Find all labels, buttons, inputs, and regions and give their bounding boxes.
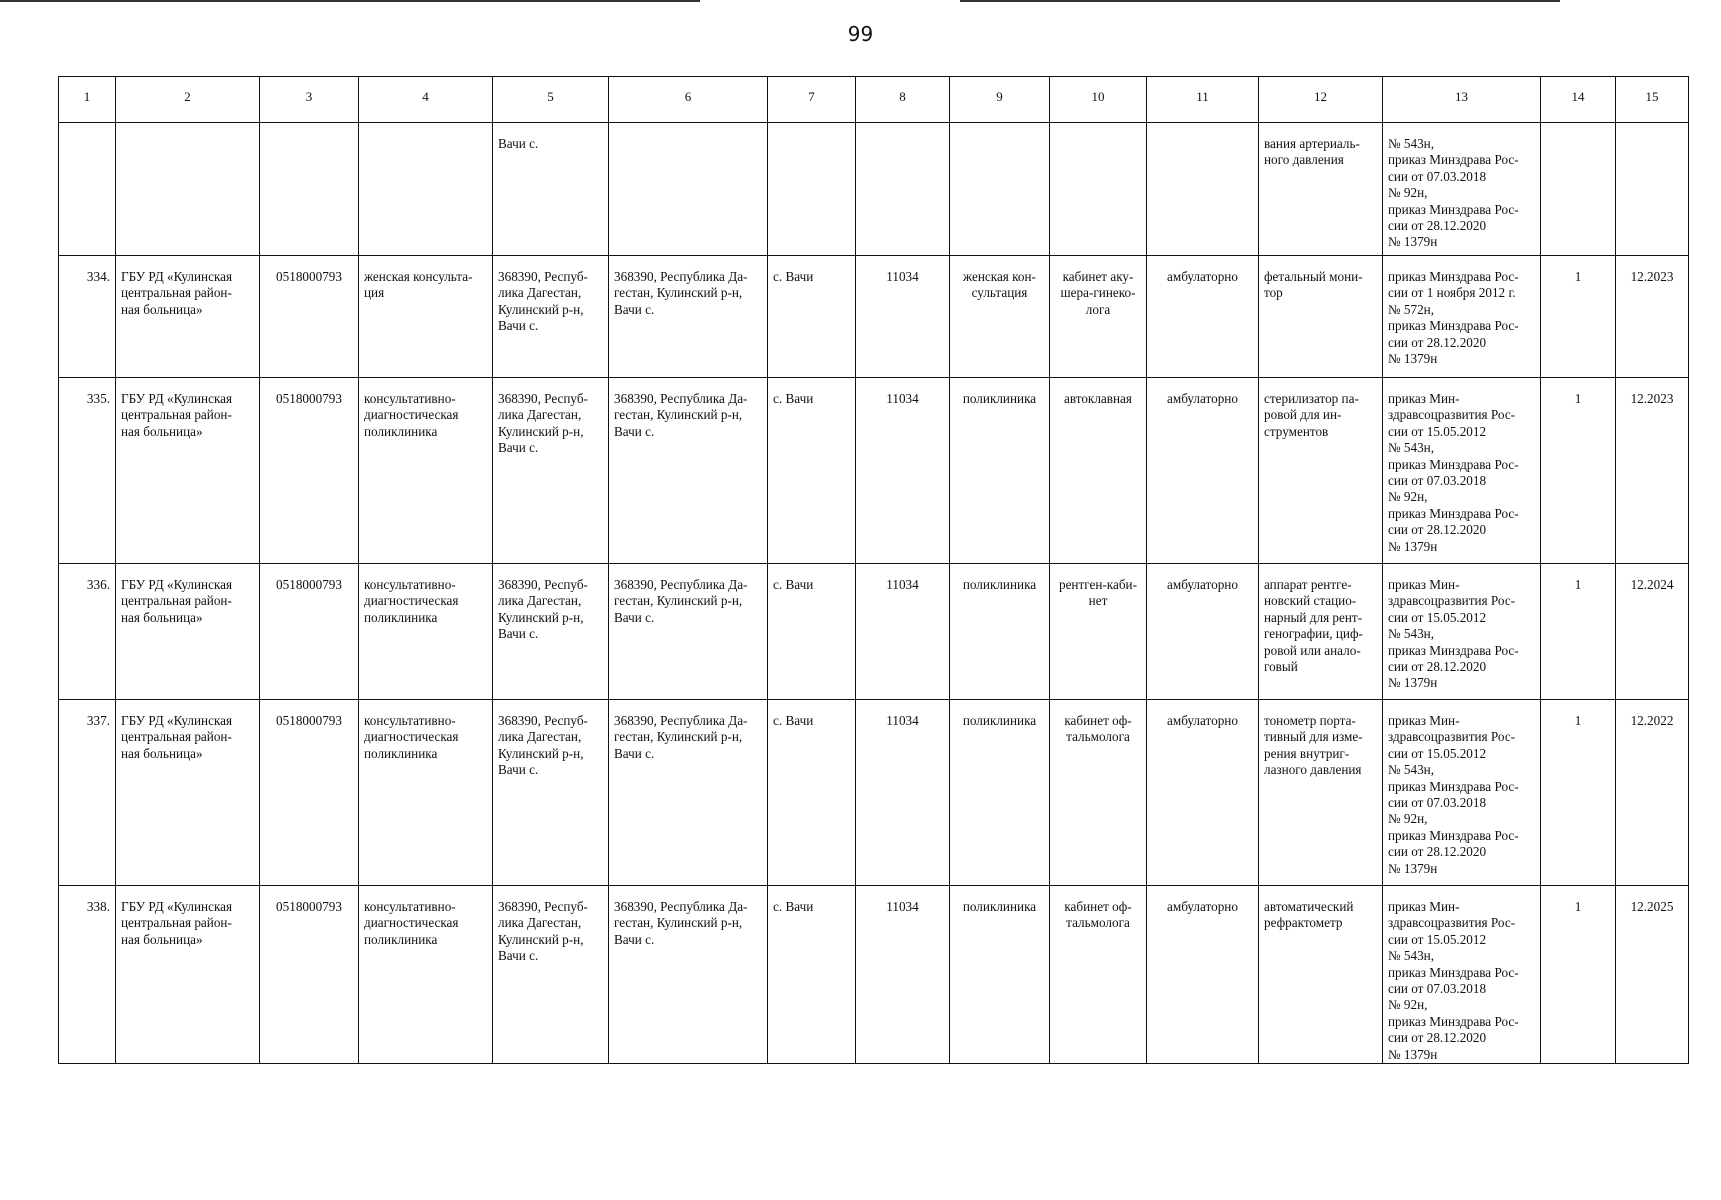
cell-quantity: 1 bbox=[1541, 564, 1616, 700]
cell-room: кабинет оф- тальмолога bbox=[1050, 886, 1147, 1064]
table-cell bbox=[359, 123, 493, 256]
cell-date: 12.2025 bbox=[1616, 886, 1689, 1064]
cell-quantity: 1 bbox=[1541, 886, 1616, 1064]
col-header-10: 10 bbox=[1050, 77, 1147, 123]
cell-organization: ГБУ РД «Кулинская центральная район- ная больница» bbox=[116, 564, 260, 700]
cell-room: кабинет оф- тальмолога bbox=[1050, 700, 1147, 886]
cell-oktmo: 11034 bbox=[856, 886, 950, 1064]
table-cell bbox=[609, 123, 768, 256]
equipment-table-wrapper bbox=[58, 76, 1688, 1064]
col-header-9: 9 bbox=[950, 77, 1050, 123]
table-row bbox=[59, 700, 1689, 886]
cell-order: приказ Мин- здравсоцразвития Рос- сии от 15.05.2012 № 543н, приказ Минздрава Рос- сии от 07.03.2018 № 92н, приказ Минздрава Рос- сии от 28.12.2020 № 1379н bbox=[1383, 378, 1541, 564]
cell-department: поликлиника bbox=[950, 886, 1050, 1064]
col-header-15: 15 bbox=[1616, 77, 1689, 123]
scan-edge-mark-left bbox=[0, 0, 700, 2]
cell-row-number: 335. bbox=[59, 378, 116, 564]
cell-equipment: фетальный мони- тор bbox=[1259, 256, 1383, 378]
cell-department: поликлиника bbox=[950, 378, 1050, 564]
table-cell bbox=[260, 123, 359, 256]
cell-oktmo: 11034 bbox=[856, 378, 950, 564]
cell-code: 0518000793 bbox=[260, 564, 359, 700]
cell-unit: женская консульта- ция bbox=[359, 256, 493, 378]
table-row bbox=[59, 378, 1689, 564]
header-row bbox=[59, 77, 1689, 123]
cell-department: поликлиника bbox=[950, 564, 1050, 700]
cell-address-legal: 368390, Респуб- лика Дагестан, Кулинский р-н, Вачи с. bbox=[493, 378, 609, 564]
col-header-7: 7 bbox=[768, 77, 856, 123]
cell-address-actual: 368390, Республика Да- гестан, Кулинский р-н, Вачи с. bbox=[609, 564, 768, 700]
cell-equipment: стерилизатор па- ровой для ин- струментов bbox=[1259, 378, 1383, 564]
cell-code: 0518000793 bbox=[260, 700, 359, 886]
scan-edge-mark-right bbox=[960, 0, 1560, 2]
cell-unit: консультативно- диагностическая поликлиника bbox=[359, 886, 493, 1064]
cell-locality: с. Вачи bbox=[768, 700, 856, 886]
cell-mode: амбулаторно bbox=[1147, 378, 1259, 564]
cell-row-number: 337. bbox=[59, 700, 116, 886]
cell-equipment: тонометр порта- тивный для изме- рения внутриг- лазного давления bbox=[1259, 700, 1383, 886]
col-header-8: 8 bbox=[856, 77, 950, 123]
cell-unit: консультативно- диагностическая поликлиника bbox=[359, 564, 493, 700]
table-cell bbox=[950, 123, 1050, 256]
table-row bbox=[59, 886, 1689, 1064]
cell-organization: ГБУ РД «Кулинская центральная район- ная больница» bbox=[116, 700, 260, 886]
cell-unit: консультативно- диагностическая поликлиника bbox=[359, 700, 493, 886]
cell-address-legal: 368390, Респуб- лика Дагестан, Кулинский р-н, Вачи с. bbox=[493, 564, 609, 700]
col-header-1: 1 bbox=[59, 77, 116, 123]
cell-mode: амбулаторно bbox=[1147, 564, 1259, 700]
cell-equipment: аппарат рентге- новский стацио- нарный для рент- генографии, циф- ровой или анало- говый bbox=[1259, 564, 1383, 700]
col-header-14: 14 bbox=[1541, 77, 1616, 123]
table-cell bbox=[1616, 123, 1689, 256]
table-cell bbox=[59, 123, 116, 256]
cell-row-number: 336. bbox=[59, 564, 116, 700]
cell-oktmo: 11034 bbox=[856, 700, 950, 886]
col-header-11: 11 bbox=[1147, 77, 1259, 123]
cell-mode: амбулаторно bbox=[1147, 886, 1259, 1064]
page-number: 99 bbox=[847, 22, 874, 46]
cell-department: женская кон- сультация bbox=[950, 256, 1050, 378]
col-header-5: 5 bbox=[493, 77, 609, 123]
cell-address-legal: Вачи с. bbox=[493, 123, 609, 256]
table-row bbox=[59, 564, 1689, 700]
cell-code: 0518000793 bbox=[260, 256, 359, 378]
cell-date: 12.2024 bbox=[1616, 564, 1689, 700]
cell-code: 0518000793 bbox=[260, 886, 359, 1064]
table-row-continuation bbox=[59, 123, 1689, 256]
cell-order: приказ Минздрава Рос- сии от 1 ноября 2012 г. № 572н, приказ Минздрава Рос- сии от 28.12.2020 № 1379н bbox=[1383, 256, 1541, 378]
cell-equipment: автоматический рефрактометр bbox=[1259, 886, 1383, 1064]
cell-oktmo: 11034 bbox=[856, 564, 950, 700]
table-cell bbox=[1050, 123, 1147, 256]
cell-room: кабинет аку- шера-гинеко- лога bbox=[1050, 256, 1147, 378]
col-header-4: 4 bbox=[359, 77, 493, 123]
cell-date: 12.2023 bbox=[1616, 378, 1689, 564]
cell-room: автоклавная bbox=[1050, 378, 1147, 564]
cell-locality: с. Вачи bbox=[768, 564, 856, 700]
col-header-6: 6 bbox=[609, 77, 768, 123]
cell-locality: с. Вачи bbox=[768, 256, 856, 378]
cell-mode: амбулаторно bbox=[1147, 256, 1259, 378]
cell-locality: с. Вачи bbox=[768, 886, 856, 1064]
cell-order: приказ Мин- здравсоцразвития Рос- сии от 15.05.2012 № 543н, приказ Минздрава Рос- сии от 28.12.2020 № 1379н bbox=[1383, 564, 1541, 700]
cell-order: № 543н, приказ Минздрава Рос- сии от 07.03.2018 № 92н, приказ Минздрава Рос- сии от 28.12.2020 № 1379н bbox=[1383, 123, 1541, 256]
col-header-12: 12 bbox=[1259, 77, 1383, 123]
col-header-13: 13 bbox=[1383, 77, 1541, 123]
cell-address-legal: 368390, Респуб- лика Дагестан, Кулинский р-н, Вачи с. bbox=[493, 700, 609, 886]
table-row bbox=[59, 256, 1689, 378]
cell-address-legal: 368390, Респуб- лика Дагестан, Кулинский р-н, Вачи с. bbox=[493, 886, 609, 1064]
cell-order: приказ Мин- здравсоцразвития Рос- сии от 15.05.2012 № 543н, приказ Минздрава Рос- сии от 07.03.2018 № 92н, приказ Минздрава Рос- сии от 28.12.2020 № 1379н bbox=[1383, 886, 1541, 1064]
cell-address-actual: 368390, Республика Да- гестан, Кулинский р-н, Вачи с. bbox=[609, 886, 768, 1064]
cell-department: поликлиника bbox=[950, 700, 1050, 886]
cell-code: 0518000793 bbox=[260, 378, 359, 564]
table-cell bbox=[856, 123, 950, 256]
table-cell bbox=[1541, 123, 1616, 256]
equipment-table bbox=[58, 76, 1689, 1064]
cell-quantity: 1 bbox=[1541, 378, 1616, 564]
cell-date: 12.2023 bbox=[1616, 256, 1689, 378]
cell-unit: консультативно- диагностическая поликлиника bbox=[359, 378, 493, 564]
table-cell bbox=[768, 123, 856, 256]
cell-address-actual: 368390, Республика Да- гестан, Кулинский р-н, Вачи с. bbox=[609, 256, 768, 378]
cell-mode: амбулаторно bbox=[1147, 700, 1259, 886]
col-header-3: 3 bbox=[260, 77, 359, 123]
table-cell bbox=[1147, 123, 1259, 256]
cell-organization: ГБУ РД «Кулинская центральная район- ная больница» bbox=[116, 256, 260, 378]
cell-order: приказ Мин- здравсоцразвития Рос- сии от 15.05.2012 № 543н, приказ Минздрава Рос- сии от 07.03.2018 № 92н, приказ Минздрава Рос- сии от 28.12.2020 № 1379н bbox=[1383, 700, 1541, 886]
cell-address-actual: 368390, Республика Да- гестан, Кулинский р-н, Вачи с. bbox=[609, 700, 768, 886]
cell-row-number: 334. bbox=[59, 256, 116, 378]
cell-room: рентген-каби- нет bbox=[1050, 564, 1147, 700]
table-cell bbox=[116, 123, 260, 256]
cell-date: 12.2022 bbox=[1616, 700, 1689, 886]
cell-locality: с. Вачи bbox=[768, 378, 856, 564]
cell-address-actual: 368390, Республика Да- гестан, Кулинский р-н, Вачи с. bbox=[609, 378, 768, 564]
cell-quantity: 1 bbox=[1541, 256, 1616, 378]
cell-organization: ГБУ РД «Кулинская центральная район- ная больница» bbox=[116, 886, 260, 1064]
cell-organization: ГБУ РД «Кулинская центральная район- ная больница» bbox=[116, 378, 260, 564]
cell-address-legal: 368390, Респуб- лика Дагестан, Кулинский р-н, Вачи с. bbox=[493, 256, 609, 378]
cell-row-number: 338. bbox=[59, 886, 116, 1064]
cell-quantity: 1 bbox=[1541, 700, 1616, 886]
cell-equipment: вания артериаль- ного давления bbox=[1259, 123, 1383, 256]
col-header-2: 2 bbox=[116, 77, 260, 123]
cell-oktmo: 11034 bbox=[856, 256, 950, 378]
